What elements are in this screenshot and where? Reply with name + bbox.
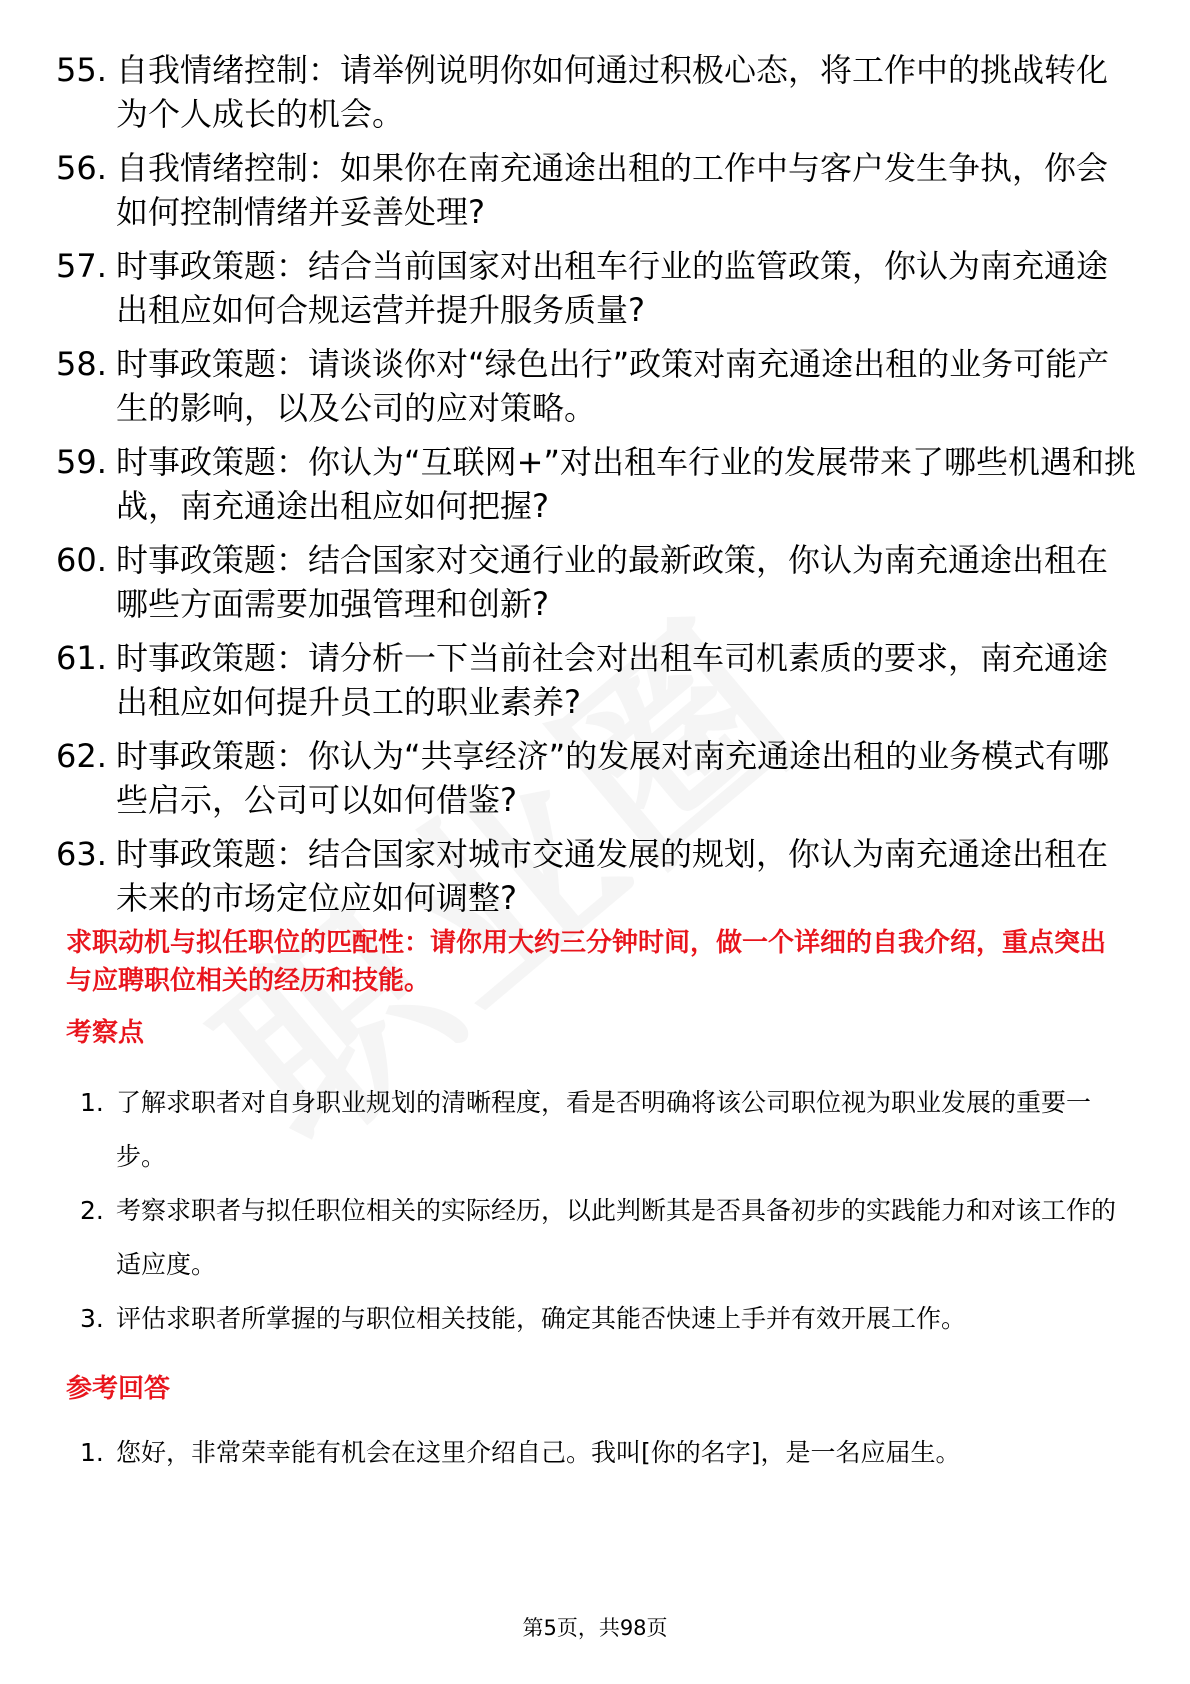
question-list: [56, 48, 1136, 930]
list-item: [80, 1076, 1130, 1184]
question-text: 自我情绪控制：请举例说明你如何通过积极心态，将工作中的挑战转化为个人成长的机会。: [116, 51, 1109, 133]
question-text: 时事政策题：请谈谈你对“绿色出行”政策对南充通途出租的业务可能产生的影响，以及公司的应对策略。: [116, 345, 1110, 427]
question-text: 自我情绪控制：如果你在南充通途出租的工作中与客户发生争执，你会如何控制情绪并妥善处理?: [116, 149, 1109, 231]
question-text: 时事政策题：结合当前国家对出租车行业的监管政策，你认为南充通途出租应如何合规运营并提升服务质量?: [116, 247, 1109, 329]
answer-text: 您好，非常荣幸能有机会在这里介绍自己。我叫[你的名字]，是一名应届生。: [116, 1438, 961, 1467]
question-number: 61.: [56, 639, 107, 677]
list-item: [80, 1426, 1130, 1480]
reference-answers: [80, 1426, 1130, 1480]
question-text: 时事政策题：你认为“共享经济”的发展对南充通途出租的业务模式有哪些启示，公司可以如何借鉴?: [116, 737, 1110, 819]
question-item: [56, 636, 1136, 724]
point-number: 2.: [80, 1196, 104, 1225]
list-item: [80, 1184, 1130, 1292]
list-item: [80, 1292, 1130, 1346]
point-text: 考察求职者与拟任职位相关的实际经历，以此判断其是否具备初步的实践能力和对该工作的适应度。: [116, 1196, 1117, 1279]
point-text: 评估求职者所掌握的与职位相关技能，确定其能否快速上手并有效开展工作。: [116, 1304, 967, 1333]
question-number: 63.: [56, 835, 107, 873]
question-number: 56.: [56, 149, 107, 187]
point-number: 1.: [80, 1088, 104, 1117]
question-number: 58.: [56, 345, 107, 383]
question-item: [56, 734, 1136, 822]
question-item: [56, 440, 1136, 528]
question-number: 62.: [56, 737, 107, 775]
question-item: [56, 538, 1136, 626]
answer-number: 1.: [80, 1438, 104, 1467]
question-text: 时事政策题：结合国家对城市交通发展的规划，你认为南充通途出租在未来的市场定位应如何调整?: [116, 835, 1109, 917]
point-number: 3.: [80, 1304, 104, 1333]
question-item: [56, 244, 1136, 332]
question-text: 时事政策题：结合国家对交通行业的最新政策，你认为南充通途出租在哪些方面需要加强管理和创新?: [116, 541, 1109, 623]
question-item: [56, 48, 1136, 136]
question-item: [56, 146, 1136, 234]
question-item: [56, 832, 1136, 920]
cankao-heading: 参考回答: [66, 1374, 171, 1404]
question-text: 时事政策题：你认为“互联网+”对出租车行业的发展带来了哪些机遇和挑战，南充通途出租应如何把握?: [116, 443, 1136, 525]
kaocha-heading: 考察点: [66, 1018, 145, 1048]
question-number: 57.: [56, 247, 107, 285]
question-number: 60.: [56, 541, 107, 579]
question-text: 时事政策题：请分析一下当前社会对出租车司机素质的要求，南充通途出租应如何提升员工的职业素养?: [116, 639, 1109, 721]
point-text: 了解求职者对自身职业规划的清晰程度，看是否明确将该公司职位视为职业发展的重要一步。: [116, 1088, 1092, 1171]
section-title: 求职动机与拟任职位的匹配性：请你用大约三分钟时间，做一个详细的自我介绍，重点突出与应聘职位相关的经历和技能。: [66, 928, 1107, 996]
question-item: [56, 342, 1136, 430]
page-footer: 第5页，共98页: [522, 1616, 668, 1640]
question-number: 55.: [56, 51, 107, 89]
question-number: 59.: [56, 443, 107, 481]
assessment-points: [80, 1076, 1130, 1346]
